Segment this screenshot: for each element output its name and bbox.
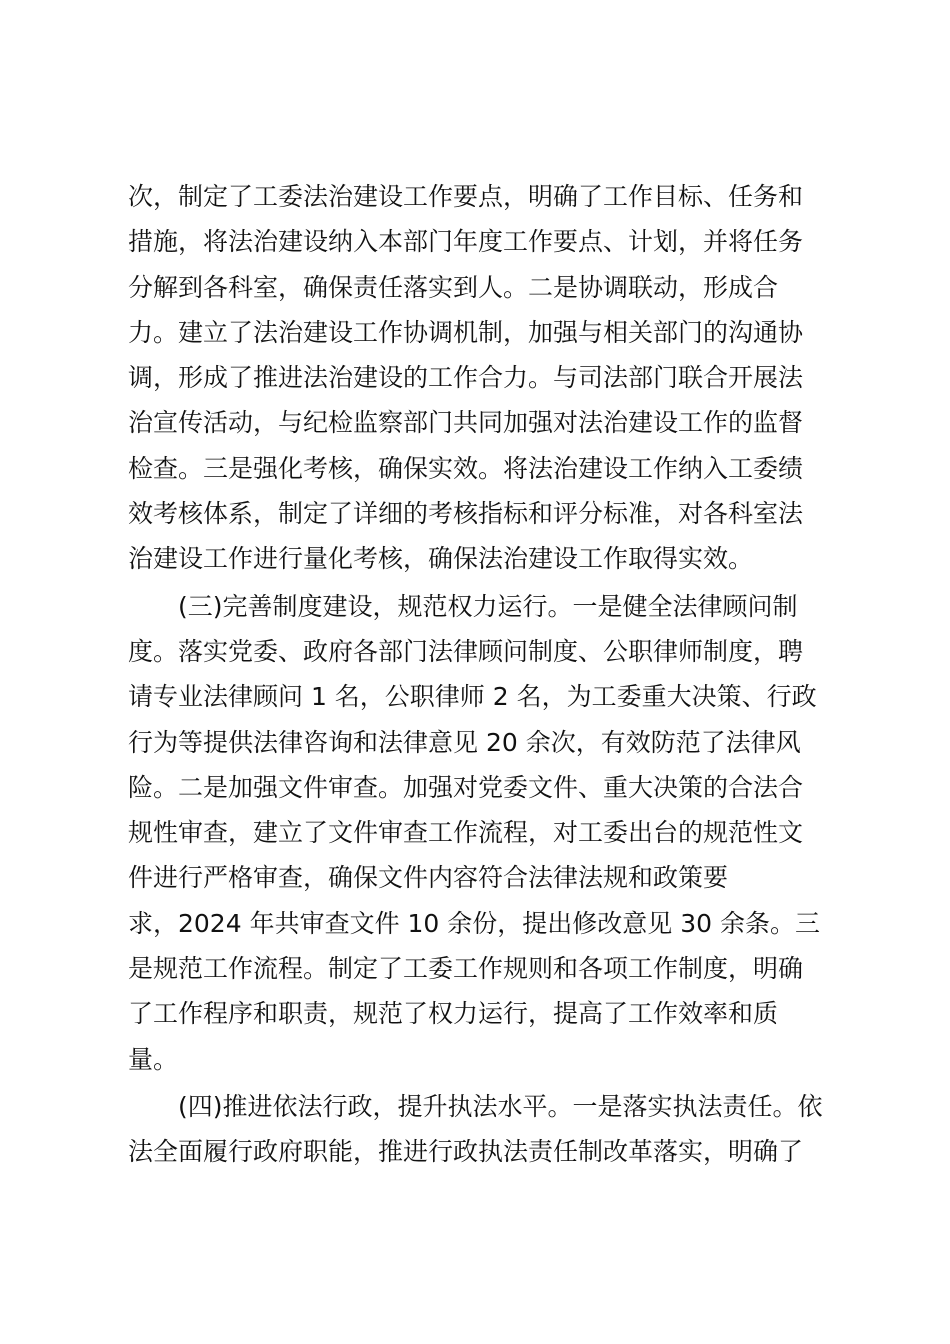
body-text bbox=[128, 174, 828, 1175]
text-line: 力。建立了法治建设工作协调机制，加强与相关部门的沟通协 bbox=[128, 317, 804, 347]
text-line: 度。落实党委、政府各部门法律顾问制度、公职律师制度，聘 bbox=[128, 636, 804, 666]
text-line: 规性审查，建立了文件审查工作流程，对工委出台的规范性文 bbox=[128, 818, 804, 848]
text-line: 检查。三是强化考核，确保实效。将法治建设工作纳入工委绩 bbox=[128, 453, 804, 483]
text-line: 件进行严格审查，确保文件内容符合法律法规和政策要 bbox=[128, 863, 729, 893]
text-line: 分解到各科室，确保责任落实到人。二是协调联动，形成合 bbox=[128, 272, 779, 302]
text-line: 次，制定了工委法治建设工作要点，明确了工作目标、任务和 bbox=[128, 182, 804, 211]
text-line: 治宣传活动，与纪检监察部门共同加强对法治建设工作的监督 bbox=[128, 408, 804, 438]
section-heading-line: (三)完善制度建设，规范权力运行。一是健全法律顾问制 bbox=[178, 591, 798, 621]
text-line: 行为等提供法律咨询和法律意见 20 余次，有效防范了法律风 bbox=[128, 727, 801, 757]
text-line: 治建设工作进行量化考核，确保法治建设工作取得实效。 bbox=[128, 544, 754, 574]
section-heading-line: (四)推进依法行政，提升执法水平。一是落实执法责任。依 bbox=[178, 1091, 823, 1121]
text-line: 调，形成了推进法治建设的工作合力。与司法部门联合开展法 bbox=[128, 363, 804, 393]
text-line: 请专业法律顾问 1 名，公职律师 2 名，为工委重大决策、行政 bbox=[128, 682, 817, 712]
text-line: 了工作程序和职责，规范了权力运行，提高了工作效率和质 bbox=[128, 999, 779, 1029]
text-line: 是规范工作流程。制定了工委工作规则和各项工作制度，明确 bbox=[128, 954, 804, 984]
text-line: 效考核体系，制定了详细的考核指标和评分标准，对各科室法 bbox=[128, 499, 804, 529]
text-line: 法全面履行政府职能，推进行政执法责任制改革落实，明确了 bbox=[128, 1137, 804, 1167]
text-line: 措施，将法治建设纳入本部门年度工作要点、计划，并将任务 bbox=[128, 227, 804, 257]
text-line: 求，2024 年共审查文件 10 余份，提出修改意见 30 余条。三 bbox=[128, 908, 820, 938]
text-line: 量。 bbox=[128, 1044, 179, 1074]
text-line: 险。二是加强文件审查。加强对党委文件、重大决策的合法合 bbox=[128, 772, 804, 802]
